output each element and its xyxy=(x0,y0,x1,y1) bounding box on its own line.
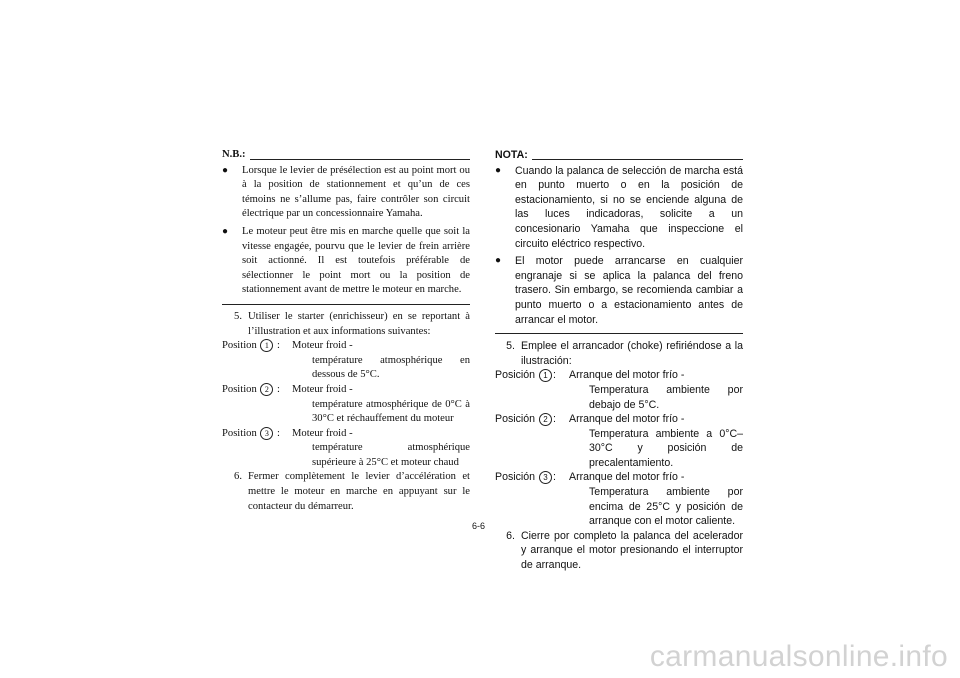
note-bullet xyxy=(222,225,470,298)
position-label: Position 3 : xyxy=(222,427,280,439)
position-3 xyxy=(222,427,470,471)
note-heading xyxy=(222,148,470,163)
note-bullet xyxy=(495,164,743,252)
french-column xyxy=(222,148,470,514)
circled-number-2: 2 xyxy=(539,413,552,426)
note-bullet-text: Lorsque le levier de présélection est au point mort ou à la position de stationnement et qu’un de ces témoins ne s’allume pas, faire contrôler son circuit électrique par un concessionnaire Yamaha. xyxy=(242,164,470,220)
spanish-column xyxy=(495,148,743,573)
step-number: 6. xyxy=(506,529,515,542)
position-label: Position 1 : xyxy=(222,340,280,352)
note-rule xyxy=(532,159,743,160)
note-bullet-text: Le moteur peut être mis en marche quelle que soit la vitesse engagée, pourvu que le levier de frein arrière soit actionné. Il est toutefois préférable de sélectionner le point mort ou la position de stationnement avant de mettre le moteur en marche. xyxy=(242,225,470,296)
position-3 xyxy=(495,470,743,528)
step-6 xyxy=(495,529,743,573)
step-6 xyxy=(222,470,470,514)
page-number: 6-6 xyxy=(472,521,486,531)
step-text: Cierre por completo la palanca del acelerador y arranque el motor presionando el interruptor de arranque. xyxy=(521,529,743,572)
circled-number-1: 1 xyxy=(260,339,273,352)
position-description: Arranque del motor frío - Temperatura ambiente a 0°C–30°C y posición de precalentamiento. xyxy=(569,413,743,469)
note-bullet-text: Cuando la palanca de selección de marcha está en punto muerto o en la posición de estacionamiento, si no se enciende alguna de las luces indicadoras, solicite a un concesionario Yamaha que inspeccione el circuito eléctrico respectivo. xyxy=(515,164,743,250)
position-label: Posición 2 : xyxy=(495,413,556,426)
position-description: Arranque del motor frío - Temperatura ambiente por encima de 25°C y posición de arranque con el motor caliente. xyxy=(569,471,743,528)
note-end-rule xyxy=(222,304,470,305)
position-description: Moteur froid - température atmosphérique supérieure à 25°C et moteur chaud xyxy=(292,427,470,468)
position-description: Moteur froid - température atmosphérique en dessous de 5°C. xyxy=(292,340,470,381)
note-bullet xyxy=(495,254,743,327)
bullet-icon: ● xyxy=(495,164,502,176)
position-label: Posición 3 : xyxy=(495,471,556,484)
note-label: NOTA: xyxy=(495,149,528,161)
step-5 xyxy=(222,310,470,339)
circled-number-3: 3 xyxy=(539,471,552,484)
step-text: Utiliser le starter (enrichisseur) en se reportant à l’illustration et aux informations suivantes: xyxy=(248,310,470,337)
step-number: 5. xyxy=(234,310,242,322)
position-2 xyxy=(495,412,743,470)
note-bullet xyxy=(222,164,470,222)
circled-number-2: 2 xyxy=(260,383,273,396)
bullet-icon: ● xyxy=(222,164,229,176)
position-1 xyxy=(495,368,743,412)
position-2 xyxy=(222,383,470,427)
step-text: Fermer complètement le levier d’accélération et mettre le moteur en marche en appuyant sur le contacteur du démarreur. xyxy=(248,471,470,512)
bullet-icon: ● xyxy=(495,255,502,267)
step-number: 6. xyxy=(234,471,242,483)
bullet-icon: ● xyxy=(222,225,229,237)
note-heading xyxy=(495,148,743,163)
position-description: Moteur froid - température atmosphérique de 0°C à 30°C et réchauffement du moteur xyxy=(292,383,470,425)
note-bullet-text: El motor puede arrancarse en cualquier engranaje si se aplica la palanca del freno trasero. Sin embargo, se recomienda cambiar a punto muerto o a estacionamiento antes de arrancar el motor. xyxy=(515,255,743,326)
position-description: Arranque del motor frío - Temperatura ambiente por debajo de 5°C. xyxy=(569,369,743,411)
watermark: carmanualsonline.info xyxy=(649,640,948,673)
position-label: Posición 1 : xyxy=(495,369,556,382)
circled-number-1: 1 xyxy=(539,369,552,382)
position-label: Position 2 : xyxy=(222,383,280,395)
position-1 xyxy=(222,339,470,383)
step-5 xyxy=(495,339,743,368)
step-text: Emplee el arrancador (choke) refiriéndose a la ilustración: xyxy=(521,340,743,367)
circled-number-3: 3 xyxy=(260,427,273,440)
note-label: N.B.: xyxy=(222,149,246,160)
note-rule xyxy=(250,159,470,160)
note-end-rule xyxy=(495,333,743,334)
step-number: 5. xyxy=(506,340,515,353)
